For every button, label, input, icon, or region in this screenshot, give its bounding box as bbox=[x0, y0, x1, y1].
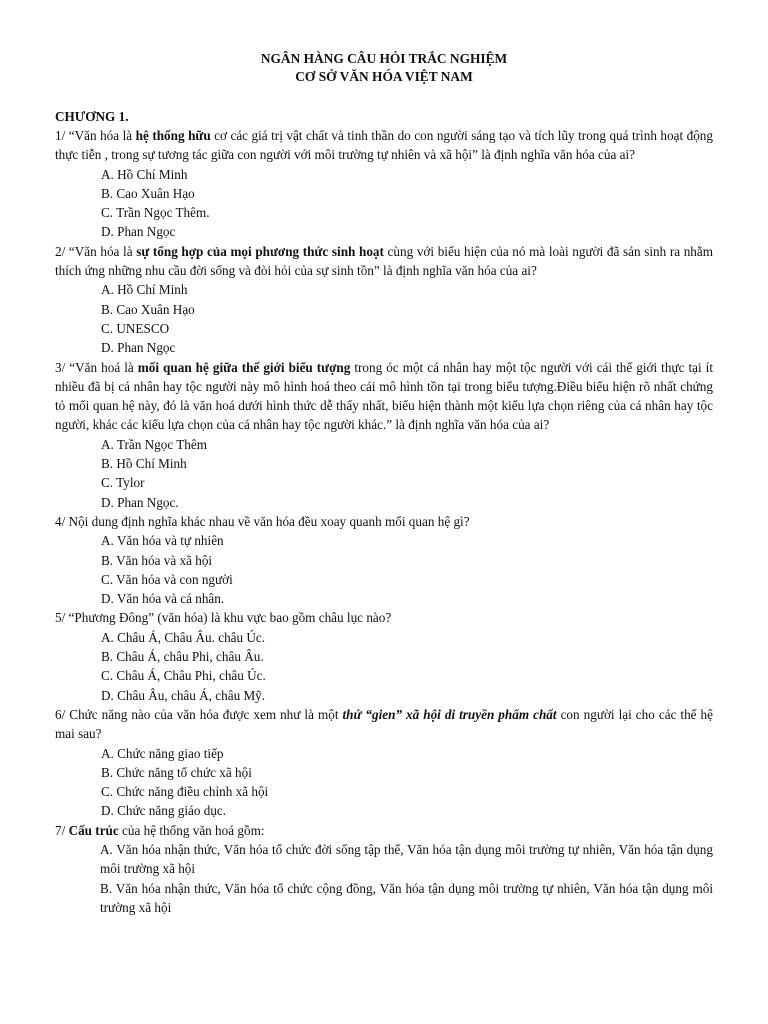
answer-option: B. Cao Xuân Hạo bbox=[101, 301, 195, 317]
answer-option: B. Văn hóa và xã hội bbox=[101, 552, 213, 568]
chapter-heading: CHƯƠNG 1. bbox=[55, 109, 129, 124]
answer-option: A. Hồ Chí Minh bbox=[101, 282, 188, 298]
answer-options bbox=[55, 744, 713, 821]
question-block bbox=[55, 512, 713, 608]
document-title-line1: NGÂN HÀNG CÂU HỎI TRẮC NGHIỆM bbox=[260, 51, 508, 66]
answer-option: A. Văn hóa và tự nhiên bbox=[101, 533, 224, 549]
answer-options bbox=[55, 435, 713, 512]
answer-option: B. Văn hóa nhận thức, Văn hóa tổ chức cộng đồng, Văn hóa tận dụng môi trường tự nhiên, Văn hóa tận dụng môi trường xã hội bbox=[100, 880, 713, 915]
question-prefix: 7/ bbox=[55, 822, 69, 838]
answer-options bbox=[55, 165, 713, 242]
answer-option: A. Trần Ngọc Thêm bbox=[101, 436, 207, 452]
question-prefix: 1/ “Văn hóa là bbox=[55, 128, 136, 143]
answer-options bbox=[55, 628, 713, 705]
question-suffix: trong óc một cá nhân hay một tộc người với cái thế giới thực tại ít nhiều đã bị cá nhân hay tộc người này mô hình hoá theo cái mô hình tồn tại trong biểu tượng.Điều biểu hiện rõ nhất chứng tỏ mối quan hệ này, đó là văn hoá dưới hình thức dễ thấy nhất, biểu hiện thành một kiểu lựa chọn riêng của cá nhân hay tộc người, khác các kiểu lựa chọn của cá nhân hay tộc người khác.” là định nghĩa văn hóa của ai? bbox=[55, 359, 714, 433]
answer-option: C. UNESCO bbox=[101, 320, 170, 336]
question-emphasis: Cấu trúc bbox=[68, 822, 119, 838]
answer-option: C. Trần Ngọc Thêm. bbox=[101, 205, 210, 221]
answer-option: A. Châu Á, Châu Âu. châu Úc. bbox=[101, 629, 266, 645]
question-block bbox=[55, 705, 713, 821]
question-text bbox=[55, 821, 713, 840]
answer-option: A. Văn hóa nhận thức, Văn hóa tổ chức đời sống tập thể, Văn hóa tận dụng môi trường tự nhiên, Văn hóa tận dụng môi trường xã hội bbox=[100, 841, 713, 877]
question-suffix: của hệ thống văn hoá gồm: bbox=[118, 822, 265, 838]
question-block bbox=[55, 821, 713, 917]
question-text bbox=[55, 705, 713, 744]
question-suffix: cơ các giá trị vật chất và tinh thần do con người sáng tạo và tích lũy trong quá trình hoạt động thực tiễn , trong sự tương tác giữa con người với môi trường tự nhiên và xã hội” là định nghĩa văn hóa của ai? bbox=[55, 128, 713, 163]
question-emphasis: thứ “gien” xã hội di truyền phẩm chất bbox=[342, 706, 557, 722]
answer-option: B. Chức năng tổ chức xã hội bbox=[101, 764, 252, 780]
answer-option: B. Hồ Chí Minh bbox=[101, 456, 187, 472]
answer-option: C. Tylor bbox=[101, 475, 145, 491]
question-block bbox=[55, 608, 713, 704]
answer-option: D. Phan Ngọc bbox=[101, 340, 176, 356]
question-suffix: con người lại cho các thế hệ mai sau? bbox=[55, 706, 713, 742]
answer-option: D. Phan Ngọc. bbox=[101, 494, 179, 510]
question-emphasis: hệ thống hữu bbox=[135, 128, 211, 143]
answer-option: C. Chức năng điều chỉnh xã hội bbox=[101, 784, 269, 800]
question-prefix: 2/ “Văn hóa là bbox=[55, 243, 137, 259]
answer-option: B. Châu Á, châu Phi, châu Âu. bbox=[101, 649, 264, 665]
answer-options bbox=[55, 840, 713, 917]
answer-option: C. Châu Á, Châu Phi, châu Úc. bbox=[101, 668, 266, 684]
answer-option: B. Cao Xuân Hạo bbox=[101, 185, 195, 201]
document-title-line2: CƠ SỞ VĂN HÓA VIỆT NAM bbox=[295, 69, 473, 84]
question-block bbox=[55, 126, 713, 242]
question-text bbox=[55, 242, 713, 281]
answer-option: D. Chức năng giáo dục. bbox=[101, 803, 227, 819]
answer-options bbox=[55, 531, 713, 608]
answer-option: D. Châu Âu, châu Á, châu Mỹ. bbox=[101, 687, 266, 703]
answer-option: D. Văn hóa và cá nhân. bbox=[101, 591, 225, 607]
answer-option: A. Hồ Chí Minh bbox=[101, 166, 188, 182]
question-suffix: cùng với biểu hiện của nó mà loài người đã sản sinh ra nhằm thích ứng những nhu cầu đời sống và đòi hỏi của sự sinh tồn” là định nghĩa văn hóa của ai? bbox=[55, 243, 713, 279]
question-emphasis: mối quan hệ giữa thế giới biểu tượng bbox=[137, 359, 351, 375]
question-emphasis: sự tổng hợp của mọi phương thức sinh hoạt bbox=[136, 243, 384, 259]
question-block bbox=[55, 358, 713, 512]
question-text: 4/ Nội dung định nghĩa khác nhau về văn hóa đều xoay quanh mối quan hệ gì? bbox=[55, 513, 470, 529]
question-text bbox=[55, 126, 713, 165]
question-text: 5/ “Phương Đông” (văn hóa) là khu vực bao gồm châu lục nào? bbox=[55, 610, 392, 626]
answer-option: A. Chức năng giao tiếp bbox=[101, 745, 224, 761]
question-block bbox=[55, 242, 713, 358]
question-prefix: 6/ Chức năng nào của văn hóa được xem như là một bbox=[55, 706, 343, 722]
question-text bbox=[55, 358, 713, 435]
answer-option: D. Phan Ngọc bbox=[101, 224, 176, 240]
question-prefix: 3/ “Văn hoá là bbox=[55, 359, 138, 375]
answer-option: C. Văn hóa và con người bbox=[101, 571, 233, 587]
answer-options bbox=[55, 280, 713, 357]
